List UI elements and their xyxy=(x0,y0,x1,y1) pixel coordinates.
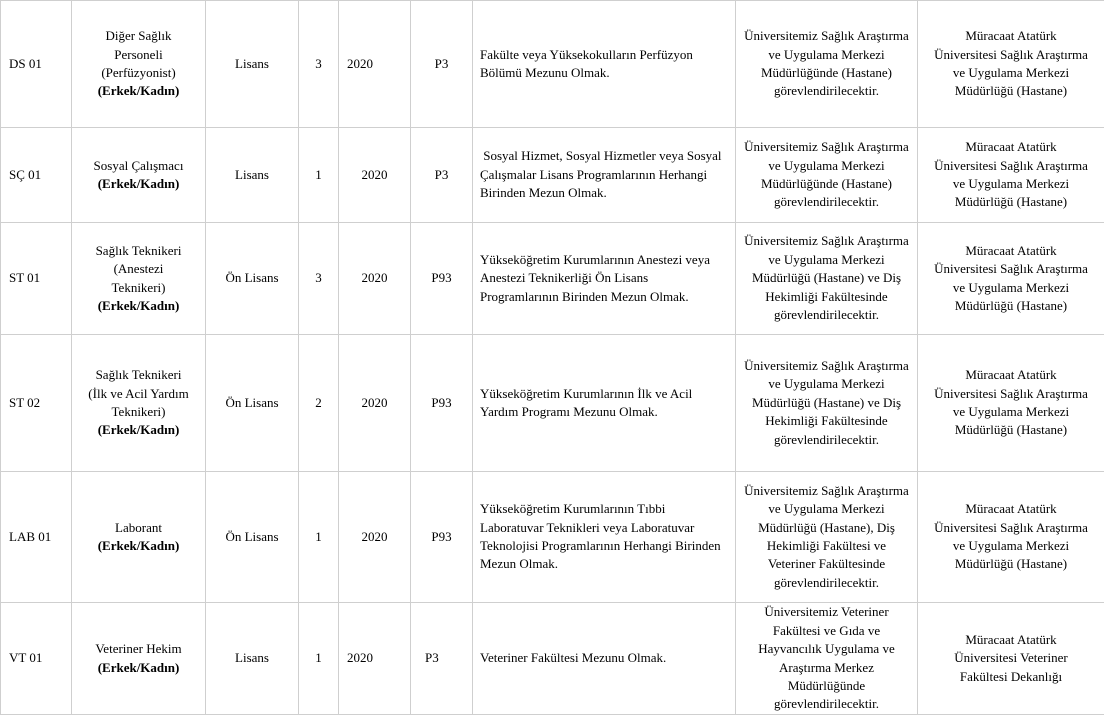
gender-label: (Erkek/Kadın) xyxy=(97,176,180,191)
gender-label: (Erkek/Kadın) xyxy=(97,297,180,313)
assignment-text: Üniversitemiz Sağlık Araştırma ve Uygulama Merkezi Müdürlüğü (Hastane) ve Diş Hekimliği Fakültesinde görevlendirilecektir. xyxy=(736,223,918,335)
education-level: Lisans xyxy=(206,603,299,715)
position-title xyxy=(72,128,206,223)
score-type: P93 xyxy=(411,335,473,472)
position-title-line: (Anestezi xyxy=(113,261,164,277)
requirement-text: Fakülte veya Yüksekokulların Perfüzyon Bölümü Mezunu Olmak. xyxy=(473,1,736,128)
assignment-text: Üniversitemiz Sağlık Araştırma ve Uygulama Merkezi Müdürlüğü (Hastane) ve Diş Hekimliği Fakültesinde görevlendirilecektir. xyxy=(736,335,918,472)
gender-label: (Erkek/Kadın) xyxy=(97,83,180,99)
assignment-text: Üniversitemiz Sağlık Araştırma ve Uygulama Merkezi Müdürlüğü (Hastane), Diş Hekimliği Fakültesi ve Veteriner Fakültesinde görevlendirilecektir. xyxy=(736,472,918,603)
position-count: 1 xyxy=(299,472,339,603)
exam-year: 2020 xyxy=(339,335,411,472)
position-title-line: Sağlık Teknikeri xyxy=(95,367,182,383)
gender-label: (Erkek/Kadın) xyxy=(97,659,180,675)
exam-year: 2020 xyxy=(339,472,411,603)
position-count: 3 xyxy=(299,1,339,128)
score-type: P3 xyxy=(411,128,473,223)
requirement-text: Veteriner Fakültesi Mezunu Olmak. xyxy=(473,603,736,715)
position-title-line: Teknikeri) xyxy=(111,279,166,295)
position-title-line: Teknikeri) xyxy=(111,404,166,419)
requirement-text: Yükseköğretim Kurumlarının Tıbbi Laboratuvar Teknikleri veya Laboratuvar Teknolojisi Programlarının Herhangi Birinden Mezun Olmak. xyxy=(473,472,736,603)
position-title-line: Sağlık Teknikeri xyxy=(95,242,182,258)
position-code: SÇ 01 xyxy=(1,128,72,223)
assignment-text: Üniversitemiz Sağlık Araştırma ve Uygulama Merkezi Müdürlüğünde (Hastane) görevlendirilecektir. xyxy=(736,128,918,223)
requirement-text: Yükseköğretim Kurumlarının Anestezi veya Anestezi Teknikerliği Ön Lisans Programlarının Birinden Mezun Olmak. xyxy=(473,223,736,335)
requirement-text: Yükseköğretim Kurumlarının İlk ve Acil Yardım Programı Mezunu Olmak. xyxy=(473,335,736,472)
position-count: 3 xyxy=(299,223,339,335)
position-count: 2 xyxy=(299,335,339,472)
application-text: Müracaat Atatürk Üniversitesi Sağlık Araştırma ve Uygulama Merkezi Müdürlüğü (Hastane) xyxy=(918,472,1104,603)
table-row xyxy=(1,335,1104,472)
position-title-line: Sosyal Çalışmacı xyxy=(93,157,184,173)
requirement-text: Sosyal Hizmet, Sosyal Hizmetler veya Sosyal Çalışmalar Lisans Programlarının Herhangi Birinden Mezun Olmak. xyxy=(473,128,736,223)
position-title-line: Laborant xyxy=(115,519,162,535)
score-type: P3 xyxy=(411,1,473,128)
exam-year: 2020 xyxy=(339,1,411,128)
position-title-line: Diğer Sağlık Personeli xyxy=(105,28,172,62)
table-row xyxy=(1,603,1104,715)
position-title xyxy=(72,335,206,472)
position-title xyxy=(72,1,206,128)
exam-year: 2020 xyxy=(339,128,411,223)
application-text: Müracaat Atatürk Üniversitesi Sağlık Araştırma ve Uygulama Merkezi Müdürlüğü (Hastane) xyxy=(918,128,1104,223)
table-row xyxy=(1,223,1104,335)
score-type: P93 xyxy=(411,472,473,603)
assignment-text: Üniversitemiz Sağlık Araştırma ve Uygulama Merkezi Müdürlüğünde (Hastane) görevlendirilecektir. xyxy=(736,1,918,128)
exam-year: 2020 xyxy=(339,603,411,715)
position-code: ST 02 xyxy=(1,335,72,472)
education-level: Lisans xyxy=(206,1,299,128)
position-title xyxy=(72,472,206,603)
education-level: Ön Lisans xyxy=(206,335,299,472)
position-title-line: (Perfüzyonist) xyxy=(101,65,176,80)
position-code: LAB 01 xyxy=(1,472,72,603)
position-count: 1 xyxy=(299,128,339,223)
score-type: P93 xyxy=(411,223,473,335)
position-title xyxy=(72,223,206,335)
gender-label: (Erkek/Kadın) xyxy=(97,538,180,553)
exam-year: 2020 xyxy=(339,223,411,335)
application-text: Müracaat Atatürk Üniversitesi Sağlık Araştırma ve Uygulama Merkezi Müdürlüğü (Hastane) xyxy=(918,335,1104,472)
gender-label: (Erkek/Kadın) xyxy=(97,422,180,438)
education-level: Ön Lisans xyxy=(206,223,299,335)
table-row xyxy=(1,128,1104,223)
position-code: ST 01 xyxy=(1,223,72,335)
assignment-text: Üniversitemiz Veteriner Fakültesi ve Gıda ve Hayvancılık Uygulama ve Araştırma Merkez Müdürlüğünde görevlendirilecektir. xyxy=(736,603,918,715)
score-type: P3 xyxy=(411,603,473,715)
application-text: Müracaat Atatürk Üniversitesi Veteriner Fakültesi Dekanlığı xyxy=(918,603,1104,715)
education-level: Lisans xyxy=(206,128,299,223)
position-code: VT 01 xyxy=(1,603,72,715)
application-text: Müracaat Atatürk Üniversitesi Sağlık Araştırma ve Uygulama Merkezi Müdürlüğü (Hastane) xyxy=(918,223,1104,335)
table-row xyxy=(1,1,1104,128)
position-title-line: (İlk ve Acil Yardım xyxy=(88,385,189,401)
position-code: DS 01 xyxy=(1,1,72,128)
position-title-line: Veteriner Hekim xyxy=(95,641,182,657)
application-text: Müracaat Atatürk Üniversitesi Sağlık Araştırma ve Uygulama Merkezi Müdürlüğü (Hastane) xyxy=(918,1,1104,128)
position-title xyxy=(72,603,206,715)
position-count: 1 xyxy=(299,603,339,715)
education-level: Ön Lisans xyxy=(206,472,299,603)
table-row xyxy=(1,472,1104,603)
